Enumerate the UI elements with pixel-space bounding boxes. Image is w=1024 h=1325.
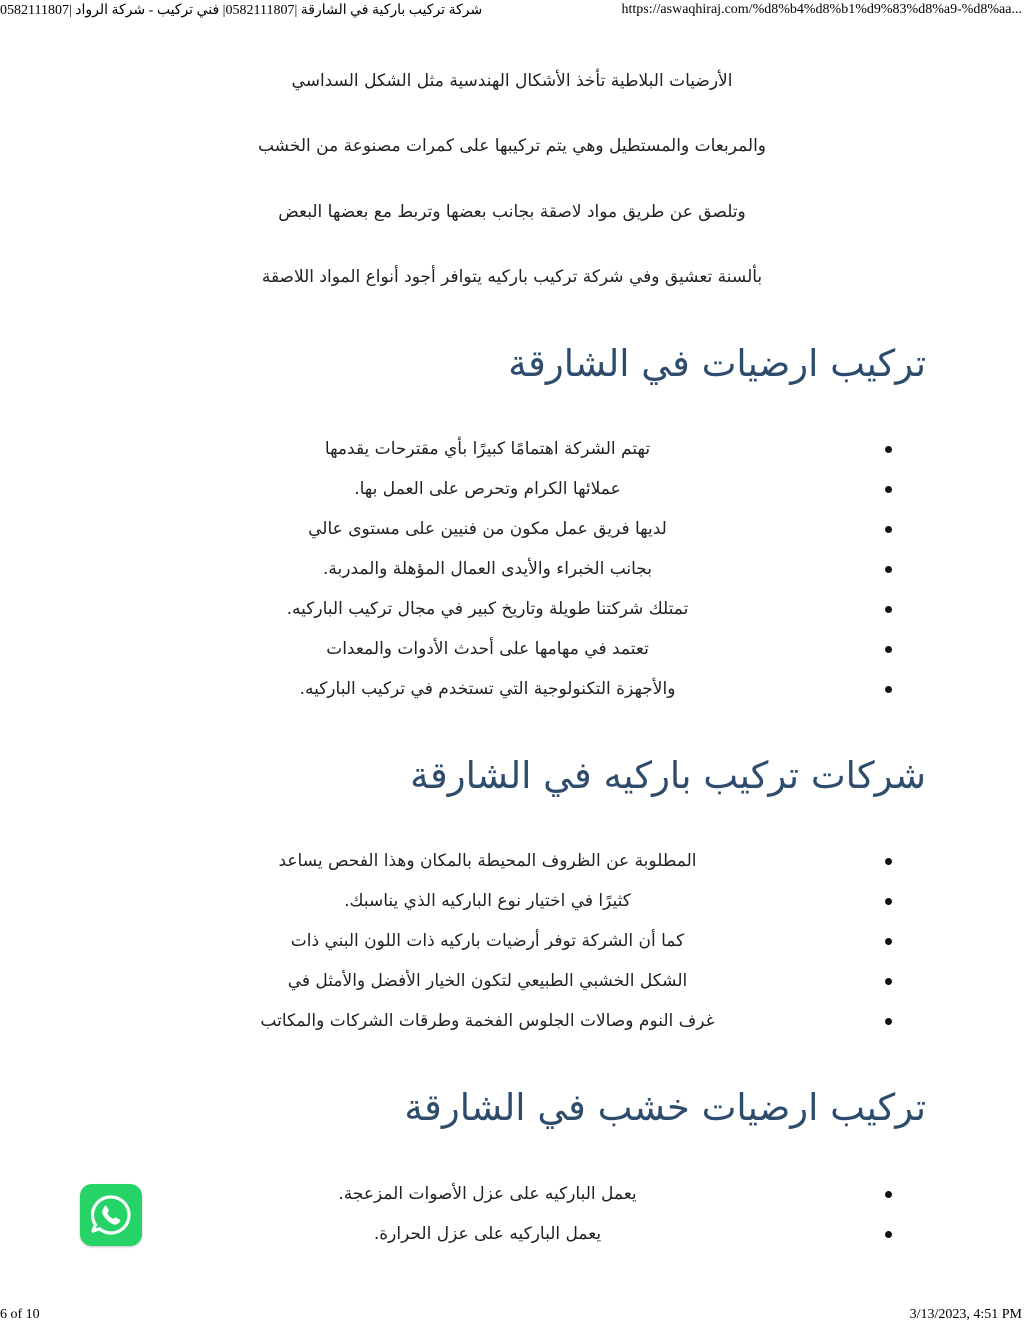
list-item xyxy=(0,969,1024,1009)
bullet-list xyxy=(0,1182,1024,1262)
list-item-text: تعتمد في مهامها على أحدث الأدوات والمعدات xyxy=(326,639,649,659)
page-number: 6 of 10 xyxy=(0,1307,40,1322)
list-item-text: كثيرًا في اختيار نوع الباركيه الذي يناسبك. xyxy=(344,891,631,911)
intro-paragraph-line: بألسنة تعشيق وفي شركة تركيب باركيه يتوافر أجود أنواع المواد اللاصقة xyxy=(261,267,763,287)
intro-paragraph-line: وتلصق عن طريق مواد لاصقة بجانب بعضها وتربط مع بعضها البعض xyxy=(278,202,746,222)
whatsapp-icon xyxy=(89,1193,133,1237)
list-item-text: والأجهزة التكنولوجية التي تستخدم في تركيب الباركيه. xyxy=(299,679,676,699)
list-item-text: تهتم الشركة اهتمامًا كبيرًا بأي مقترحات يقدمها xyxy=(324,439,651,459)
list-item xyxy=(0,597,1024,637)
section-heading: تركيب ارضيات في الشارقة xyxy=(508,342,926,385)
list-item xyxy=(0,929,1024,969)
list-item xyxy=(0,477,1024,517)
print-header-url: https://aswaqhiraj.com/%d8%b4%d8%b1%d9%83%d8%a9-%d8%aa... xyxy=(621,2,1022,17)
list-item-text: الشكل الخشبي الطبيعي لتكون الخيار الأفضل والأمثل في xyxy=(287,971,688,991)
list-item-text: تمتلك شركتنا طويلة وتاريخ كبير في مجال تركيب الباركيه. xyxy=(286,599,689,619)
list-item xyxy=(0,437,1024,477)
list-item xyxy=(0,637,1024,677)
list-item xyxy=(0,557,1024,597)
list-item-text: غرف النوم وصالات الجلوس الفخمة وطرقات الشركات والمكاتب xyxy=(260,1011,715,1031)
list-item xyxy=(0,889,1024,929)
list-item xyxy=(0,1182,1024,1222)
list-item-text: يعمل الباركيه على عزل الأصوات المزعجة. xyxy=(338,1184,637,1204)
print-footer xyxy=(0,1307,1024,1325)
list-item-text: لديها فريق عمل مكون من فنيين على مستوى عالي xyxy=(308,519,667,539)
whatsapp-button[interactable] xyxy=(80,1184,142,1246)
list-item xyxy=(0,517,1024,557)
list-item-text: عملائها الكرام وتحرص على العمل بها. xyxy=(354,479,621,499)
bullet-list xyxy=(0,849,1024,1049)
intro-paragraph-line: الأرضيات البلاطية تأخذ الأشكال الهندسية مثل الشكل السداسي xyxy=(291,71,733,91)
list-item-text: كما أن الشركة توفر أرضيات باركيه ذات اللون البني ذات xyxy=(290,931,685,951)
list-item xyxy=(0,849,1024,889)
print-datetime: 3/13/2023, 4:51 PM xyxy=(909,1307,1022,1322)
print-header-title: شركة تركيب باركية في الشارقة |0582111807| فني تركيب - شركة الرواد |0582111807 xyxy=(0,3,483,18)
list-item-text: المطلوبة عن الظروف المحيطة بالمكان وهذا الفحص يساعد xyxy=(278,851,697,871)
section-heading: شركات تركيب باركيه في الشارقة xyxy=(410,754,926,797)
bullet-list xyxy=(0,437,1024,717)
print-header xyxy=(0,2,1024,22)
list-item-text: يعمل الباركيه على عزل الحرارة. xyxy=(373,1224,602,1244)
list-item-text: بجانب الخبراء والأيدى العمال المؤهلة والمدربة. xyxy=(322,559,653,579)
list-item xyxy=(0,1009,1024,1049)
section-heading: تركيب ارضيات خشب في الشارقة xyxy=(404,1086,926,1129)
intro-paragraph-line: والمربعات والمستطيل وهي يتم تركيبها على كمرات مصنوعة من الخشب xyxy=(257,136,767,156)
list-item xyxy=(0,1222,1024,1262)
list-item xyxy=(0,677,1024,717)
